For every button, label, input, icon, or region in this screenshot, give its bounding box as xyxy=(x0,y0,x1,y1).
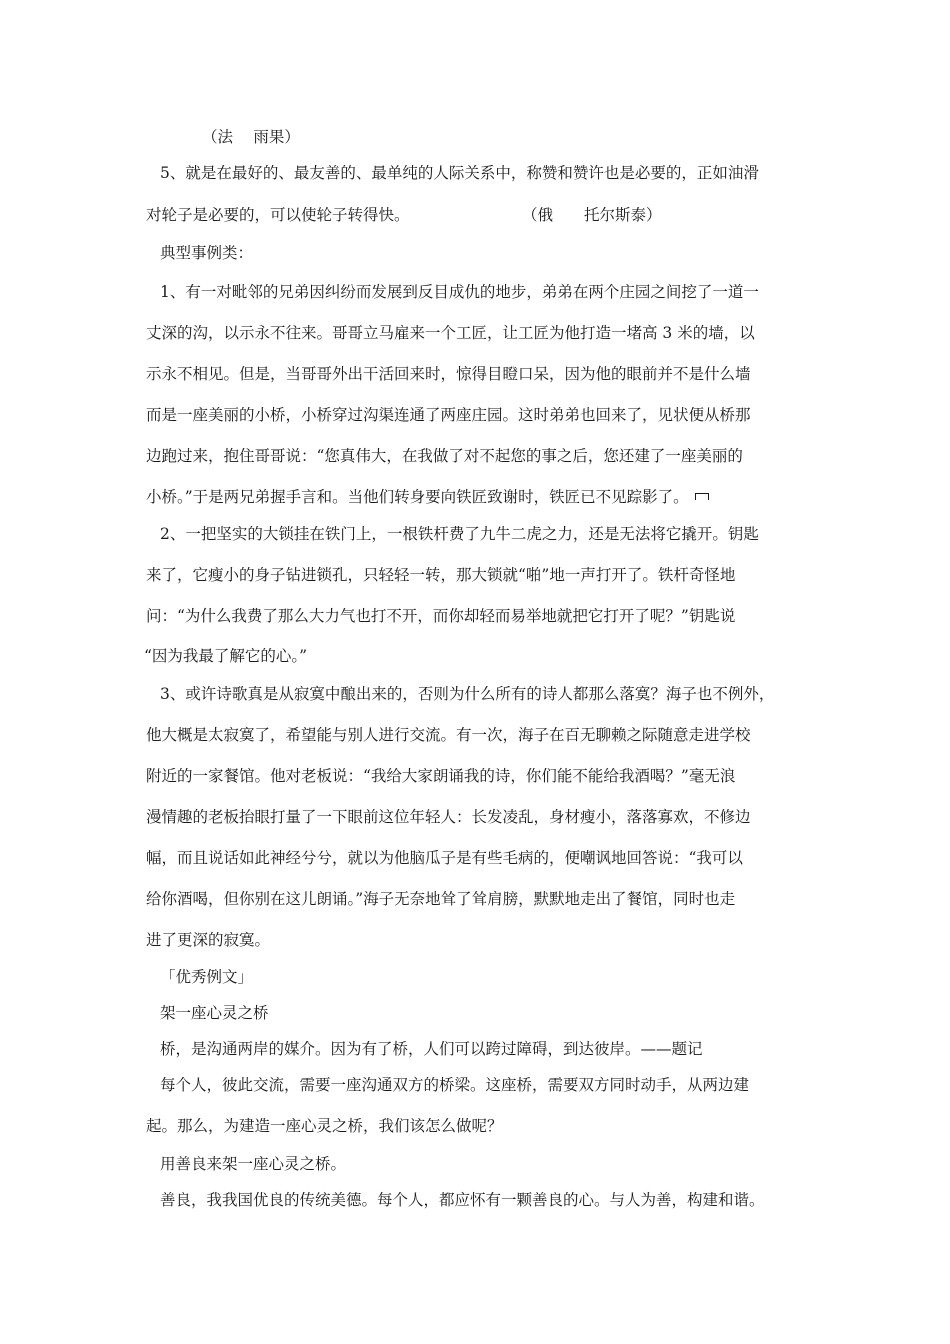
example-3-line-2: 他大概是太寂寞了，希望能与别人进行交流。有一次，海子在百无聊赖之际随意走进学校 xyxy=(146,726,751,744)
quote-attribution-tolstoy: （俄 托尔斯泰） xyxy=(522,206,662,224)
example-1-line-6 xyxy=(146,487,816,507)
essay-epigraph: 桥，是沟通两岸的媒介。因为有了桥，人们可以跨过障碍，到达彼岸。——题记 xyxy=(160,1040,703,1058)
example-1-line-1: 1、有一对毗邻的兄弟因纠纷而发展到反目成仇的地步，弟弟在两个庄园之间挖了一道一 xyxy=(160,283,759,301)
essay-title: 架一座心灵之桥 xyxy=(160,1004,269,1022)
example-3-line-4: 漫情趣的老板抬眼打量了一下眼前这位年轻人：长发凌乱，身材瘦小，落落寡欢，不修边 xyxy=(146,808,751,826)
example-2-line-2: 来了，它瘦小的身子钻进锁孔，只轻轻一转，那大锁就“啪”地一声打开了。铁杆奇怪地 xyxy=(146,566,736,584)
example-1-line-2: 丈深的沟，以示永不往来。哥哥立马雇来一个工匠，让工匠为他打造一堵高 3 米的墙，以 xyxy=(146,324,755,342)
example-1-line-6-text: 小桥。”于是两兄弟握手言和。当他们转身要向铁匠致谢时，铁匠已不见踪影了。 xyxy=(146,488,689,506)
essay-paragraph-1-line-2: 起。那么，为建造一座心灵之桥，我们该怎么做呢？ xyxy=(146,1117,503,1135)
quote-5-line-1: 5、就是在最好的、最友善的、最单纯的人际关系中，称赞和赞许也是必要的，正如油滑 xyxy=(160,164,759,182)
example-3-line-7: 进了更深的寂寞。 xyxy=(146,931,271,949)
corner-mark-icon xyxy=(695,493,709,500)
example-3-line-3: 附近的一家餐馆。他对老板说：“我给大家朗诵我的诗，你们能不能给我酒喝？”毫无浪 xyxy=(146,767,736,785)
example-1-line-3: 示永不相见。但是，当哥哥外出干活回来时，惊得目瞪口呆，因为他的眼前并不是什么墙 xyxy=(146,365,751,383)
example-3-line-6: 给你酒喝，但你别在这儿朗诵。”海子无奈地耸了耸肩膀，默默地走出了餐馆，同时也走 xyxy=(146,890,736,908)
essay-subheading: 用善良来架一座心灵之桥。 xyxy=(160,1155,347,1173)
essay-paragraph-2-line-1: 善良，我我国优良的传统美德。每个人，都应怀有一颗善良的心。与人为善，构建和谐。 xyxy=(160,1191,765,1209)
example-2-line-1: 2、一把坚实的大锁挂在铁门上，一根铁杆费了九牛二虎之力，还是无法将它撬开。钥匙 xyxy=(160,525,759,543)
example-1-line-4: 而是一座美丽的小桥，小桥穿过沟渠连通了两座庄园。这时弟弟也回来了，见状便从桥那 xyxy=(146,406,751,424)
section-heading-examples: 典型事例类： xyxy=(160,244,254,262)
quote-5-line-2: 对轮子是必要的，可以使轮子转得快。 xyxy=(146,206,410,224)
essay-paragraph-1-line-1: 每个人，彼此交流，需要一座沟通双方的桥梁。这座桥，需要双方同时动手，从两边建 xyxy=(160,1076,750,1094)
example-1-line-5: 边跑过来，抱住哥哥说：“您真伟大，在我做了对不起您的事之后，您还建了一座美丽的 xyxy=(146,447,743,465)
section-heading-essay: 「优秀例文」 xyxy=(160,968,254,986)
example-2-line-4: “因为我最了解它的心。” xyxy=(144,647,308,665)
example-2-line-3: 问：“为什么我费了那么大力气也打不开，而你却轻而易举地就把它打开了呢？”钥匙说 xyxy=(146,607,736,625)
quote-attribution-hugo: （法 雨果） xyxy=(202,128,300,146)
example-3-line-5: 幅，而且说话如此神经兮兮，就以为他脑瓜子是有些毛病的，便嘲讽地回答说：“我可以 xyxy=(146,849,743,867)
example-3-line-1: 3、或许诗歌真是从寂寞中酿出来的，否则为什么所有的诗人都那么落寞？海子也不例外， xyxy=(160,685,775,703)
